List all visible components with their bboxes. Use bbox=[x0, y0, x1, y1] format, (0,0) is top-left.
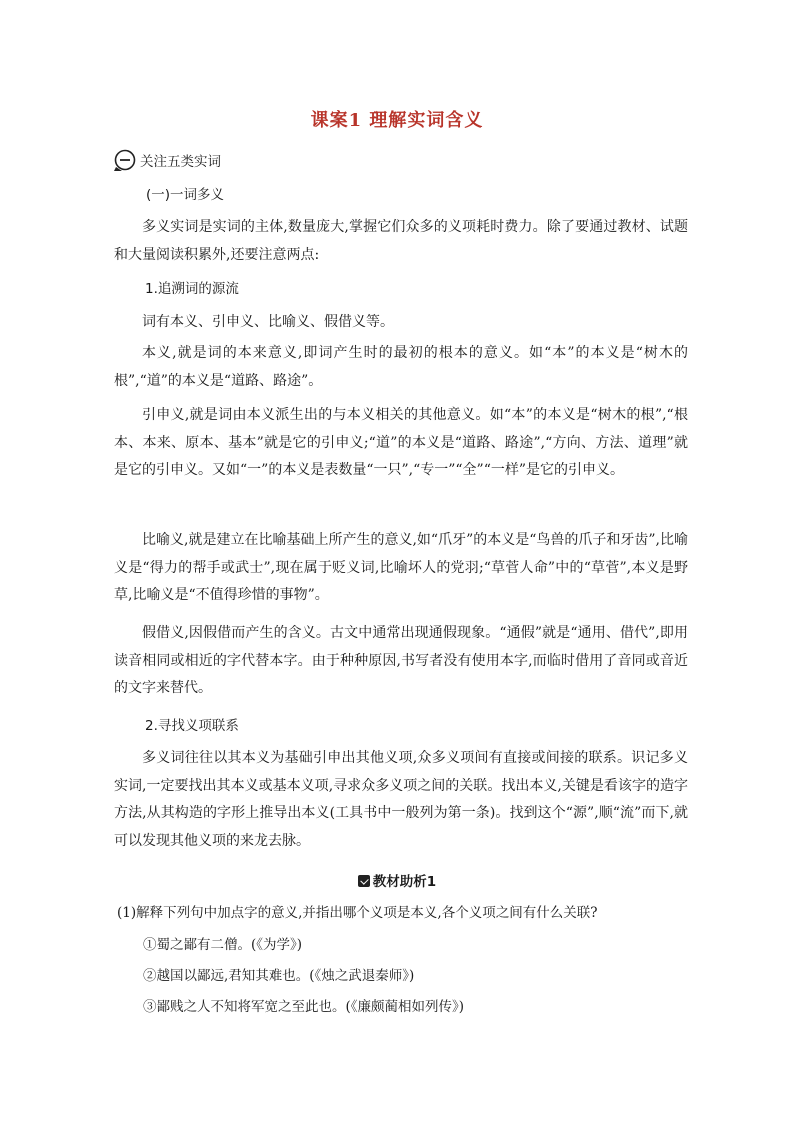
example-line: ③鄙贱之人不知将军宽之至此也。(《廉颇蔺相如列传》) bbox=[143, 999, 465, 1015]
point1-summary: 词有本义、引申义、比喻义、假借义等。 bbox=[142, 314, 394, 330]
paragraph-yinshen: 引申义,就是词由本义派生出的与本义相关的其他意义。如“本”的本义是“树木的根”,“根本、本来、原本、基本”就是它的引申义;“道”的本义是“道路、路途”,“方向、方法、道理”就是它的引申义。又如“一”的本义是表数量“一只”,“专一”“全”“一样”是它的引申义。 bbox=[114, 407, 688, 478]
page-title: 课案1 理解实词含义 bbox=[310, 110, 484, 131]
section-label: 关注五类实词 bbox=[140, 154, 221, 170]
question-text: (1)解释下列句中加点字的意义,并指出哪个义项是本义,各个义项之间有什么关联? bbox=[117, 905, 598, 921]
paragraph-benyi: 本义,就是词的本来意义,即词产生时的最初的根本的意义。如“本”的本义是“树木的根”,“道”的本义是“道路、路途”。 bbox=[114, 345, 688, 389]
textbook-analysis-label: 教材助析1 bbox=[372, 874, 437, 890]
paragraph-biyu: 比喻义,就是建立在比喻基础上所产生的意义,如“爪牙”的本义是“鸟兽的爪子和牙齿”,比喻义是“得力的帮手或武士”,现在属于贬义词,比喻坏人的党羽;“草菅人命”中的“草菅”,本义是野草,比喻义是“不值得珍惜的事物”。 bbox=[114, 532, 688, 603]
point1-heading: 1.追溯词的源流 bbox=[145, 281, 239, 297]
paragraph-point2: 多义词往往以其本义为基础引申出其他义项,众多义项间有直接或间接的联系。识记多义实词,一定要找出其本义或基本义项,寻求众多义项之间的关联。找出本义,关键是看该字的造字方法,从其构造的字形上推导出本义(工具书中一般列为第一条)。找到这个“源”,顺“流”而下,就可以发现其他义项的来龙去脉。 bbox=[114, 750, 688, 849]
example-line: ①蜀之鄙有二僧。(《为学》) bbox=[143, 937, 303, 953]
intro-paragraph: 多义实词是实词的主体,数量庞大,掌握它们众多的义项耗时费力。除了要通过教材、试题和大量阅读积累外,还要注意两点: bbox=[114, 219, 688, 263]
paragraph-jiajie: 假借义,因假借而产生的含义。古文中通常出现通假现象。“通假”就是“通用、借代”,即用读音相同或相近的字代替本字。由于种种原因,书写者没有使用本字,而临时借用了音同或音近的文字来替代。 bbox=[114, 625, 688, 696]
section-number-one-icon bbox=[114, 149, 136, 171]
section-heading bbox=[114, 148, 221, 172]
point2-heading: 2.寻找义项联系 bbox=[145, 718, 239, 734]
example-line: ②越国以鄙远,君知其难也。(《烛之武退秦师》) bbox=[143, 968, 415, 984]
textbook-analysis-heading bbox=[0, 870, 794, 890]
checkbox-icon bbox=[358, 875, 370, 887]
subsection-heading: (一)一词多义 bbox=[146, 187, 225, 203]
